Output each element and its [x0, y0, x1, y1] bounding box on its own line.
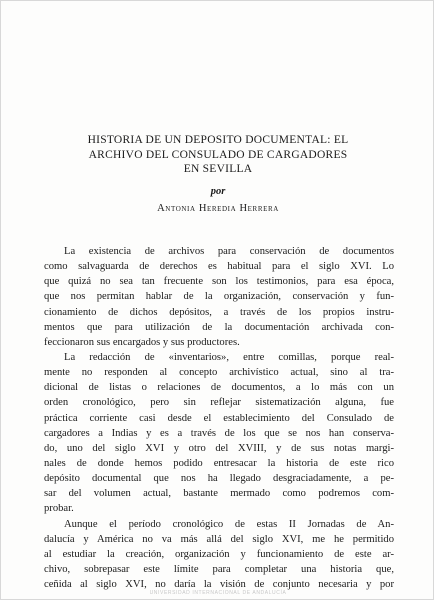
text-line: La existencia de archivos para conservación de documentos [64, 246, 394, 257]
text-line: probar. [44, 503, 74, 515]
text-line: La redacción de «inventarios», entre comillas, porque real- [64, 351, 394, 363]
text-line: que nos permitan hablar de la organización, conservación y fun- [44, 291, 394, 303]
text-line: como salvaguarda de derechos es habitual para el siglo XVI. Lo [44, 261, 394, 273]
text-line: cionamiento de dichos depósitos, a través de los propios instru- [44, 306, 394, 318]
article-title-line: ARCHIVO DEL CONSULADO DE CARGADORES [88, 148, 348, 161]
text-line: do, uno del siglo XVI y otro del XVIII, y de sus notas margi- [44, 442, 394, 454]
article-title [41, 133, 395, 177]
article-title-line: HISTORIA DE UN DEPOSITO DOCUMENTAL: EL [87, 134, 349, 146]
text-line: práctica corriente casi desde el establecimiento del Consulado de [44, 412, 394, 424]
text-line: chivo, sobrepasar este límite para completar una historia que, [44, 563, 394, 575]
text-line: ceñida al siglo XVI, no daría la visión de conjunto necesaria y por [44, 579, 394, 591]
text-line: depósito documental que nos ha llegado desgraciadamente, a pe- [44, 473, 394, 485]
text-line: mente no responden al concepto archivístico actual, sino al tra- [44, 367, 394, 379]
text-line: Aunque el período cronológico de estas II Jornadas de An- [64, 518, 394, 530]
text-line: sar del volumen actual, bastante mermado como podremos com- [44, 488, 394, 500]
text-line: cargadores a Indias y es a través de los que se nos han conserva- [44, 427, 394, 439]
article-title-line: EN SEVILLA [183, 163, 253, 175]
text-line: dicional de listas o relaciones de documentos, a lo más con un [44, 382, 394, 394]
watermark: UNIVERSIDAD INTERNACIONAL DE ANDALUCÍA [149, 590, 287, 596]
text-line: mentos que para utilización de la documentación archivada con- [44, 321, 394, 333]
author-name: Antonia Heredia Herrera [157, 203, 279, 214]
body-paragraph [44, 244, 394, 350]
text-line: feccionaron sus encargados y sus productores. [44, 336, 240, 348]
text-line: dalucía y América no va más allá del siglo XVI, me he permitido [44, 533, 394, 545]
body-paragraph [44, 517, 394, 593]
text-line: al estudiar la creación, organización y funcionamiento de este ar- [44, 548, 394, 560]
text-line: nales de donde hemos podido entresacar la historia de este rico [44, 457, 394, 469]
text-line: orden cronológico, pero sin reflejar sistematización alguna, fue [44, 397, 394, 409]
body-paragraph [44, 350, 394, 517]
article-body [44, 244, 394, 592]
byline: por [210, 186, 226, 197]
text-line: que quizá no sea tan frecuente son los testimonios, para esa época, [44, 276, 394, 288]
